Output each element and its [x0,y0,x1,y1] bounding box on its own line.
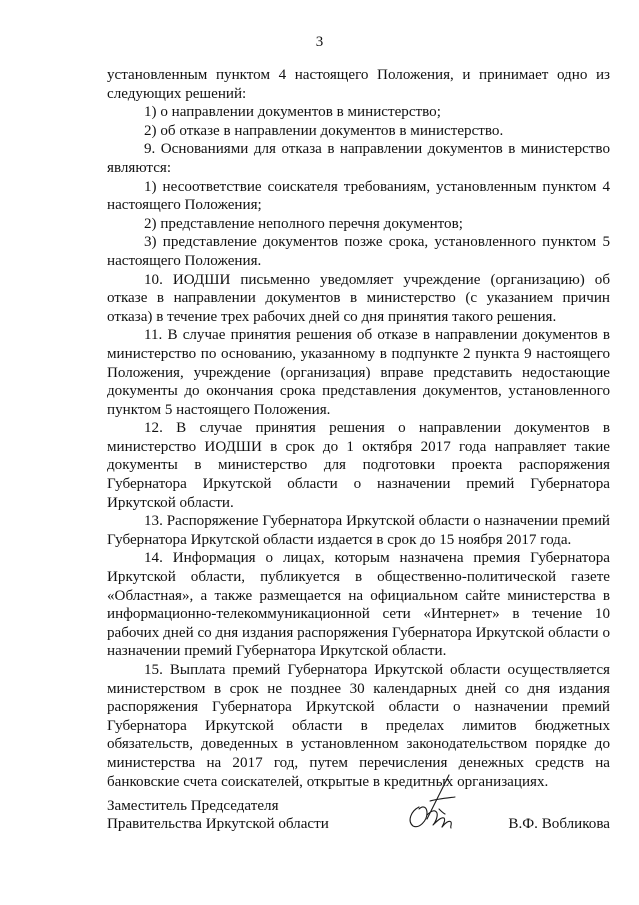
paragraph-14: 14. Информация о лицах, которым назначена премия Губернатора Иркутской области, публикуется в общественно-политической газете «Областная», а также размещается на официальном сайте министерства в информационно-телекоммуникационной сети «Интернет» в течение 10 рабочих дней со дня издания распоряжения Губернатора Иркутской области о назначении премий Губернатора Иркутской области. [107,550,610,660]
list-item-ground-1: 1) несоответствие соискателя требованиям, установленным пунктом 4 настоящего Положения; [107,178,610,214]
paragraph-9: 9. Основаниями для отказа в направлении документов в министерство являются: [107,141,610,176]
list-item-decision-2: 2) об отказе в направлении документов в министерство. [144,122,504,139]
list-item-decision-1: 1) о направлении документов в министерство; [144,104,441,121]
signer-position-line-1: Заместитель Председателя [107,798,279,814]
paragraph-10: 10. ИОДШИ письменно уведомляет учреждение (организацию) об отказе в направлении документов в министерство (с указанием причин отказа) в течение трех рабочих дней со дня принятия такого решения. [107,271,610,325]
list-item-ground-3: 3) представление документов позже срока, установленного пунктом 5 настоящего Положения. [107,234,610,269]
document-body [107,66,610,791]
paragraph-continuation: установленным пунктом 4 настоящего Положения, и принимает одно из следующих решений: [107,67,610,102]
paragraph-12: 12. В случае принятия решения о направлении документов в министерство ИОДШИ в срок до 1 октября 2017 года направляет такие документы в министерство для подготовки проекта распоряжения Губернатора Иркутской области о назначении премий Губернатора Иркутской области. [107,420,610,511]
signer-position [107,797,329,833]
paragraph-13: 13. Распоряжение Губернатора Иркутской области о назначении премий Губернатора Иркутской области издается в срок до 15 ноября 2017 года. [107,513,610,548]
list-item-ground-2: 2) представление неполного перечня документов; [144,215,463,232]
page-number: 3 [315,34,324,50]
signer-position-line-2: Правительства Иркутской области [107,816,329,832]
paragraph-15: 15. Выплата премий Губернатора Иркутской области осуществляется министерством в срок не позднее 30 календарных дней со дня издания распоряжения Губернатора Иркутской области о назначении премий Губернатора Иркутской области в пределах лимитов бюджетных обязательств, доведенных в установленном законодательством порядке до министерства на 2017 год, путем перечисления денежных средств на банковские счета соискателей, открытые в кредитных организациях. [107,662,610,790]
handwritten-signature [397,771,477,837]
signer-name: В.Ф. Вобликова [508,816,610,832]
signature-block [107,797,610,877]
paragraph-11: 11. В случае принятия решения об отказе в направлении документов в министерство по основанию, указанному в подпункте 2 пункта 9 настоящего Положения, учреждение (организация) вправе представить недостающие документы до окончания срока представления документов, установленного пунктом 5 настоящего Положения. [107,327,610,418]
